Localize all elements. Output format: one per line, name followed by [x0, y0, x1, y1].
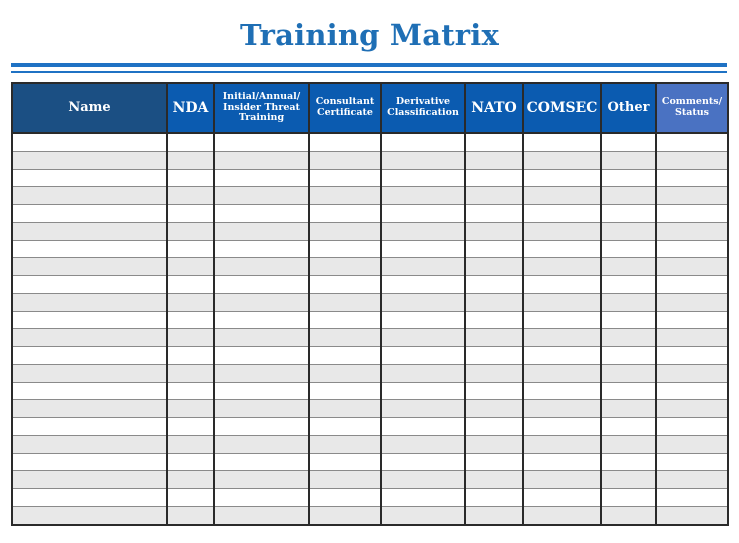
cell-comments[interactable]	[656, 258, 728, 276]
cell-derivative[interactable]	[381, 293, 465, 311]
cell-consultant[interactable]	[309, 311, 381, 329]
cell-insider_threat[interactable]	[214, 276, 309, 294]
cell-consultant[interactable]	[309, 329, 381, 347]
cell-nato[interactable]	[465, 382, 523, 400]
cell-comments[interactable]	[656, 329, 728, 347]
cell-other[interactable]	[601, 205, 656, 223]
cell-comsec[interactable]	[523, 276, 601, 294]
cell-nda[interactable]	[167, 471, 214, 489]
cell-nda[interactable]	[167, 276, 214, 294]
cell-consultant[interactable]	[309, 205, 381, 223]
cell-comsec[interactable]	[523, 489, 601, 507]
cell-comsec[interactable]	[523, 187, 601, 205]
cell-nda[interactable]	[167, 222, 214, 240]
cell-derivative[interactable]	[381, 471, 465, 489]
cell-insider_threat[interactable]	[214, 151, 309, 169]
table-row	[12, 187, 728, 205]
cell-comsec[interactable]	[523, 151, 601, 169]
cell-insider_threat[interactable]	[214, 205, 309, 223]
cell-name[interactable]	[12, 240, 167, 258]
cell-nato[interactable]	[465, 205, 523, 223]
cell-nda[interactable]	[167, 453, 214, 471]
cell-comsec[interactable]	[523, 453, 601, 471]
cell-consultant[interactable]	[309, 382, 381, 400]
cell-insider_threat[interactable]	[214, 364, 309, 382]
cell-nato[interactable]	[465, 151, 523, 169]
cell-nda[interactable]	[167, 293, 214, 311]
cell-derivative[interactable]	[381, 506, 465, 524]
cell-other[interactable]	[601, 240, 656, 258]
cell-derivative[interactable]	[381, 364, 465, 382]
header-comments-status: Comments/ Status	[656, 83, 728, 133]
cell-name[interactable]	[12, 329, 167, 347]
cell-consultant[interactable]	[309, 276, 381, 294]
cell-name[interactable]	[12, 489, 167, 507]
cell-derivative[interactable]	[381, 311, 465, 329]
cell-insider_threat[interactable]	[214, 382, 309, 400]
cell-comments[interactable]	[656, 133, 728, 151]
cell-insider_threat[interactable]	[214, 329, 309, 347]
header-consultant-certificate: Consultant Certificate	[309, 83, 381, 133]
cell-comments[interactable]	[656, 311, 728, 329]
table-row	[12, 347, 728, 365]
cell-consultant[interactable]	[309, 418, 381, 436]
cell-comsec[interactable]	[523, 258, 601, 276]
cell-comments[interactable]	[656, 506, 728, 524]
cell-nda[interactable]	[167, 364, 214, 382]
cell-derivative[interactable]	[381, 489, 465, 507]
cell-insider_threat[interactable]	[214, 453, 309, 471]
cell-comments[interactable]	[656, 435, 728, 453]
cell-derivative[interactable]	[381, 276, 465, 294]
cell-other[interactable]	[601, 276, 656, 294]
cell-nato[interactable]	[465, 453, 523, 471]
cell-insider_threat[interactable]	[214, 471, 309, 489]
cell-other[interactable]	[601, 435, 656, 453]
cell-insider_threat[interactable]	[214, 435, 309, 453]
cell-comsec[interactable]	[523, 435, 601, 453]
cell-name[interactable]	[12, 453, 167, 471]
table-row	[12, 222, 728, 240]
cell-comsec[interactable]	[523, 293, 601, 311]
page-title: Training Matrix	[240, 18, 499, 52]
cell-comsec[interactable]	[523, 471, 601, 489]
cell-nda[interactable]	[167, 329, 214, 347]
cell-comments[interactable]	[656, 489, 728, 507]
cell-name[interactable]	[12, 311, 167, 329]
table-row	[12, 151, 728, 169]
cell-nda[interactable]	[167, 133, 214, 151]
table-row	[12, 133, 728, 151]
cell-nato[interactable]	[465, 435, 523, 453]
cell-name[interactable]	[12, 506, 167, 524]
cell-insider_threat[interactable]	[214, 240, 309, 258]
cell-nda[interactable]	[167, 506, 214, 524]
cell-derivative[interactable]	[381, 240, 465, 258]
cell-other[interactable]	[601, 329, 656, 347]
cell-consultant[interactable]	[309, 471, 381, 489]
cell-comsec[interactable]	[523, 347, 601, 365]
cell-consultant[interactable]	[309, 133, 381, 151]
cell-consultant[interactable]	[309, 435, 381, 453]
table-header-row	[12, 83, 728, 133]
cell-derivative[interactable]	[381, 205, 465, 223]
cell-nato[interactable]	[465, 400, 523, 418]
cell-nato[interactable]	[465, 222, 523, 240]
cell-other[interactable]	[601, 133, 656, 151]
cell-comsec[interactable]	[523, 329, 601, 347]
cell-other[interactable]	[601, 258, 656, 276]
cell-other[interactable]	[601, 506, 656, 524]
table-row	[12, 329, 728, 347]
cell-name[interactable]	[12, 151, 167, 169]
cell-comsec[interactable]	[523, 382, 601, 400]
cell-other[interactable]	[601, 151, 656, 169]
cell-other[interactable]	[601, 364, 656, 382]
cell-other[interactable]	[601, 347, 656, 365]
table-row	[12, 435, 728, 453]
table-row	[12, 453, 728, 471]
cell-comsec[interactable]	[523, 133, 601, 151]
cell-nda[interactable]	[167, 205, 214, 223]
header-derivative-classification: Derivative Classification	[381, 83, 465, 133]
cell-comments[interactable]	[656, 293, 728, 311]
cell-comments[interactable]	[656, 169, 728, 187]
title-rule-thin	[11, 71, 727, 73]
cell-comments[interactable]	[656, 418, 728, 436]
cell-nda[interactable]	[167, 187, 214, 205]
cell-comsec[interactable]	[523, 418, 601, 436]
cell-derivative[interactable]	[381, 151, 465, 169]
cell-comsec[interactable]	[523, 400, 601, 418]
cell-name[interactable]	[12, 418, 167, 436]
cell-other[interactable]	[601, 169, 656, 187]
cell-insider_threat[interactable]	[214, 418, 309, 436]
header-other: Other	[601, 83, 656, 133]
cell-nda[interactable]	[167, 311, 214, 329]
cell-nato[interactable]	[465, 187, 523, 205]
cell-derivative[interactable]	[381, 347, 465, 365]
cell-nato[interactable]	[465, 471, 523, 489]
cell-name[interactable]	[12, 276, 167, 294]
cell-comments[interactable]	[656, 187, 728, 205]
cell-name[interactable]	[12, 400, 167, 418]
cell-consultant[interactable]	[309, 169, 381, 187]
cell-nda[interactable]	[167, 151, 214, 169]
cell-other[interactable]	[601, 400, 656, 418]
table-row	[12, 169, 728, 187]
cell-consultant[interactable]	[309, 347, 381, 365]
cell-name[interactable]	[12, 133, 167, 151]
cell-derivative[interactable]	[381, 222, 465, 240]
cell-comsec[interactable]	[523, 205, 601, 223]
cell-consultant[interactable]	[309, 151, 381, 169]
cell-insider_threat[interactable]	[214, 506, 309, 524]
cell-nda[interactable]	[167, 240, 214, 258]
cell-consultant[interactable]	[309, 240, 381, 258]
cell-consultant[interactable]	[309, 293, 381, 311]
cell-nda[interactable]	[167, 418, 214, 436]
cell-nda[interactable]	[167, 400, 214, 418]
table-row	[12, 400, 728, 418]
cell-comments[interactable]	[656, 205, 728, 223]
cell-comsec[interactable]	[523, 169, 601, 187]
cell-nda[interactable]	[167, 382, 214, 400]
header-comsec: COMSEC	[523, 83, 601, 133]
cell-insider_threat[interactable]	[214, 311, 309, 329]
cell-consultant[interactable]	[309, 364, 381, 382]
cell-comments[interactable]	[656, 400, 728, 418]
cell-name[interactable]	[12, 169, 167, 187]
cell-insider_threat[interactable]	[214, 133, 309, 151]
cell-name[interactable]	[12, 471, 167, 489]
cell-nato[interactable]	[465, 258, 523, 276]
cell-other[interactable]	[601, 471, 656, 489]
cell-consultant[interactable]	[309, 187, 381, 205]
cell-comsec[interactable]	[523, 364, 601, 382]
cell-nato[interactable]	[465, 311, 523, 329]
cell-insider_threat[interactable]	[214, 293, 309, 311]
cell-comments[interactable]	[656, 364, 728, 382]
table-row	[12, 276, 728, 294]
table-row	[12, 382, 728, 400]
cell-insider_threat[interactable]	[214, 169, 309, 187]
cell-consultant[interactable]	[309, 258, 381, 276]
header-insider-threat-training: Initial/Annual/ Insider Threat Training	[214, 83, 309, 133]
table-row	[12, 311, 728, 329]
cell-name[interactable]	[12, 187, 167, 205]
cell-insider_threat[interactable]	[214, 347, 309, 365]
cell-consultant[interactable]	[309, 453, 381, 471]
table-row	[12, 240, 728, 258]
cell-comments[interactable]	[656, 382, 728, 400]
cell-nda[interactable]	[167, 489, 214, 507]
table-row	[12, 364, 728, 382]
cell-name[interactable]	[12, 258, 167, 276]
cell-comments[interactable]	[656, 240, 728, 258]
header-name: Name	[12, 83, 167, 133]
cell-nato[interactable]	[465, 133, 523, 151]
cell-name[interactable]	[12, 435, 167, 453]
cell-nato[interactable]	[465, 347, 523, 365]
cell-name[interactable]	[12, 382, 167, 400]
cell-other[interactable]	[601, 489, 656, 507]
cell-name[interactable]	[12, 222, 167, 240]
cell-nato[interactable]	[465, 293, 523, 311]
cell-consultant[interactable]	[309, 222, 381, 240]
table-row	[12, 258, 728, 276]
cell-comsec[interactable]	[523, 506, 601, 524]
cell-nda[interactable]	[167, 435, 214, 453]
cell-other[interactable]	[601, 311, 656, 329]
cell-nato[interactable]	[465, 240, 523, 258]
cell-name[interactable]	[12, 293, 167, 311]
cell-derivative[interactable]	[381, 382, 465, 400]
cell-nato[interactable]	[465, 506, 523, 524]
title-rule-thick	[11, 63, 727, 67]
cell-nda[interactable]	[167, 258, 214, 276]
training-matrix-table	[11, 82, 729, 526]
cell-derivative[interactable]	[381, 169, 465, 187]
cell-consultant[interactable]	[309, 489, 381, 507]
table-row	[12, 293, 728, 311]
cell-insider_threat[interactable]	[214, 222, 309, 240]
cell-other[interactable]	[601, 222, 656, 240]
cell-comments[interactable]	[656, 151, 728, 169]
cell-comments[interactable]	[656, 276, 728, 294]
cell-nato[interactable]	[465, 418, 523, 436]
cell-consultant[interactable]	[309, 506, 381, 524]
cell-comsec[interactable]	[523, 311, 601, 329]
cell-other[interactable]	[601, 293, 656, 311]
header-nato: NATO	[465, 83, 523, 133]
cell-comments[interactable]	[656, 453, 728, 471]
table-row	[12, 489, 728, 507]
cell-derivative[interactable]	[381, 400, 465, 418]
cell-insider_threat[interactable]	[214, 489, 309, 507]
cell-other[interactable]	[601, 453, 656, 471]
cell-comsec[interactable]	[523, 222, 601, 240]
table-row	[12, 506, 728, 524]
cell-derivative[interactable]	[381, 418, 465, 436]
cell-derivative[interactable]	[381, 133, 465, 151]
cell-comments[interactable]	[656, 222, 728, 240]
cell-other[interactable]	[601, 187, 656, 205]
table-row	[12, 471, 728, 489]
cell-nato[interactable]	[465, 489, 523, 507]
cell-derivative[interactable]	[381, 258, 465, 276]
cell-comments[interactable]	[656, 471, 728, 489]
cell-nda[interactable]	[167, 347, 214, 365]
table-row	[12, 205, 728, 223]
cell-name[interactable]	[12, 347, 167, 365]
cell-other[interactable]	[601, 382, 656, 400]
cell-consultant[interactable]	[309, 400, 381, 418]
cell-nato[interactable]	[465, 276, 523, 294]
table-row	[12, 418, 728, 436]
cell-comments[interactable]	[656, 347, 728, 365]
cell-insider_threat[interactable]	[214, 400, 309, 418]
cell-other[interactable]	[601, 418, 656, 436]
cell-nato[interactable]	[465, 364, 523, 382]
cell-derivative[interactable]	[381, 453, 465, 471]
cell-derivative[interactable]	[381, 187, 465, 205]
table-body	[12, 133, 728, 525]
cell-derivative[interactable]	[381, 435, 465, 453]
cell-nato[interactable]	[465, 169, 523, 187]
cell-comsec[interactable]	[523, 240, 601, 258]
cell-insider_threat[interactable]	[214, 187, 309, 205]
cell-name[interactable]	[12, 364, 167, 382]
header-nda: NDA	[167, 83, 214, 133]
cell-nda[interactable]	[167, 169, 214, 187]
cell-insider_threat[interactable]	[214, 258, 309, 276]
cell-derivative[interactable]	[381, 329, 465, 347]
cell-nato[interactable]	[465, 329, 523, 347]
cell-name[interactable]	[12, 205, 167, 223]
